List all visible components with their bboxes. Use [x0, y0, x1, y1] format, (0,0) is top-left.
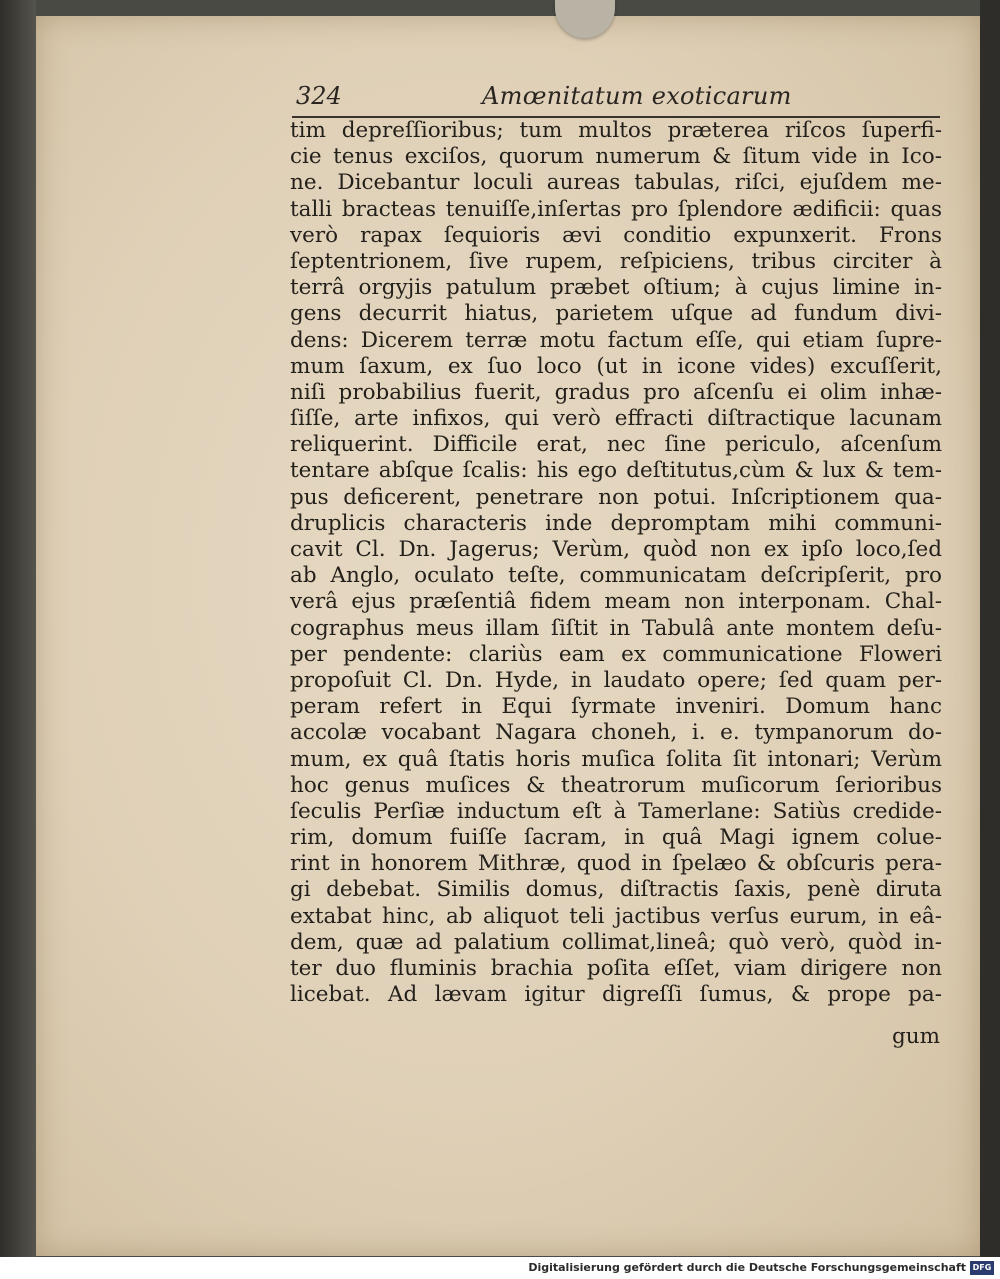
dfg-logo: DFG	[970, 1261, 994, 1275]
body-text	[290, 118, 942, 1008]
text-line: ſeptentrionem, ſive rupem, reſpiciens, tribus circiter à	[290, 248, 942, 274]
text-line: ſiſſe, arte infixos, qui verò effracti diſtractique lacunam	[290, 406, 942, 432]
text-line: extabat hinc, ab aliquot teli jactibus verſus eurum, in eâ-	[290, 903, 942, 929]
text-line: terrâ orgyjis patulum præbet oſtium; à cujus limine in-	[290, 275, 942, 301]
text-line: ſeculis Perſiæ inductum eſt à Tamerlane: Satiùs credide-	[290, 798, 942, 824]
text-line: licebat. Ad lævam igitur digreſſi ſumus, & prope pa-	[290, 982, 942, 1008]
text-line: per pendente: clariùs eam ex communicatione Floweri	[290, 641, 942, 667]
text-line: accolæ vocabant Nagara choneh, i. e. tympanorum do-	[290, 720, 942, 746]
text-line: pus deficerent, penetrare non potui. Inſcriptionem qua-	[290, 484, 942, 510]
text-line: propoſuit Cl. Dn. Hyde, in laudato opere; ſed quam per-	[290, 667, 942, 693]
text-line: gi debebat. Similis domus, diſtractis ſaxis, penè diruta	[290, 877, 942, 903]
footer-bar	[0, 1257, 1000, 1279]
text-line: hoc genus muſices & theatrorum muſicorum ſerioribus	[290, 772, 942, 798]
text-line: mum ſaxum, ex ſuo loco (ut in icone vides) excuſſerit,	[290, 353, 942, 379]
text-line: verâ ejus præſentiâ fidem meam non interponam. Chal-	[290, 589, 942, 615]
text-line: ne. Dicebantur loculi aureas tabulas, riſci, ejuſdem me-	[290, 170, 942, 196]
text-line: talli bracteas tenuiſſe,inſertas pro ſplendore ædificii: quas	[290, 196, 942, 222]
text-line: ab Anglo, oculato teſte, communicatam deſcripſerit, pro	[290, 563, 942, 589]
page-header	[292, 82, 940, 116]
text-line: dem, quæ ad palatium collimat,lineâ; quò verò, quòd in-	[290, 929, 942, 955]
book-edge	[980, 0, 1000, 1279]
text-line: druplicis characteris inde depromptam mihi communi-	[290, 510, 942, 536]
book-binding	[0, 0, 36, 1279]
text-line: dens: Dicerem terræ motu factum eſſe, qui etiam ſupre-	[290, 327, 942, 353]
text-line: rim, domum fuiſſe ſacram, in quâ Magi ignem colue-	[290, 825, 942, 851]
catchword: gum	[892, 1024, 940, 1049]
text-line: cavit Cl. Dn. Jagerus; Verùm, quòd non ex ipſo loco,ſed	[290, 537, 942, 562]
text-line: ter duo fluminis brachia poſita eſſet, viam dirigere non	[290, 956, 942, 981]
text-line: cographus meus illam ſiſtit in Tabulâ ante montem deſu-	[290, 615, 942, 641]
text-line: reliquerint. Difficile erat, nec ſine periculo, aſcenſum	[290, 432, 942, 458]
text-line: niſi probabilius fuerit, gradus pro aſcenſu ei olim inhæ-	[290, 379, 942, 405]
text-line: peram refert in Equi ſyrmate inveniri. Domum hanc	[290, 694, 942, 720]
funding-credit: Digitalisierung gefördert durch die Deutsche Forschungsgemeinschaft	[528, 1261, 966, 1274]
page-number: 324	[296, 82, 342, 110]
text-line: gens decurrit hiatus, parietem uſque ad fundum divi-	[290, 301, 942, 327]
text-line: mum, ex quâ ſtatis horis muſica ſolita ſit intonari; Verùm	[290, 746, 942, 772]
text-line: cie tenus exciſos, quorum numerum & ſitum vide in Ico-	[290, 144, 942, 170]
text-line: tim depreſſioribus; tum multos præterea riſcos ſuperfi-	[290, 118, 942, 143]
running-head: Amœnitatum exoticarum	[482, 82, 792, 110]
text-line: tentare abſque ſcalis: his ego deſtitutus,cùm & lux & tem-	[290, 458, 942, 484]
text-line: verò rapax ſequioris ævi conditio expunxerit. Frons	[290, 222, 942, 248]
text-line: rint in honorem Mithræ, quod in ſpelæo & obſcuris pera-	[290, 851, 942, 877]
